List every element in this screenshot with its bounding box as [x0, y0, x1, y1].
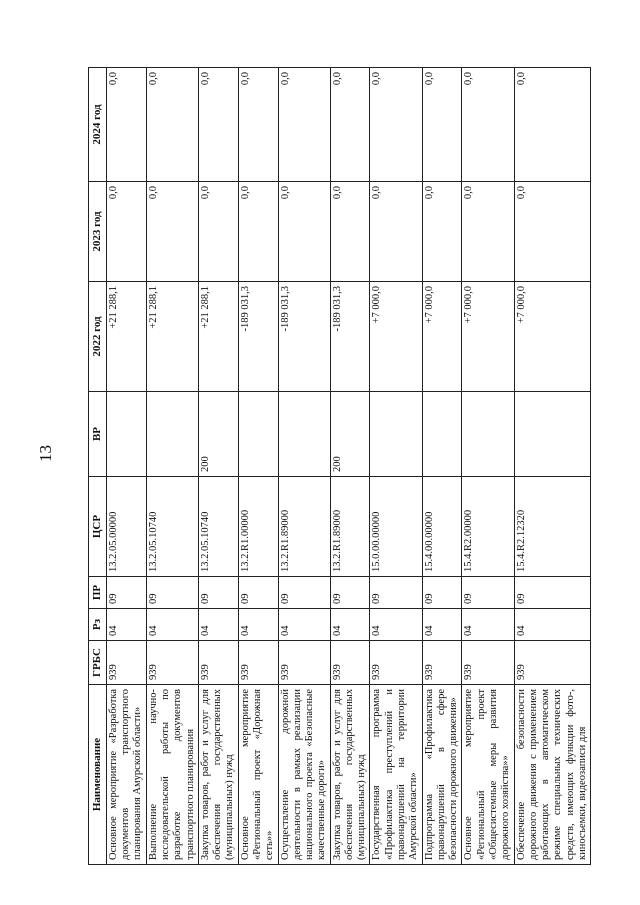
cell-csr: 13.2.05.10740: [146, 477, 198, 577]
table-row: [370, 68, 422, 865]
cell-csr: 15.4.R2.12320: [514, 477, 591, 577]
cell-2024: 0,0: [238, 68, 278, 182]
cell-pr: 09: [514, 577, 591, 609]
cell-pr: 09: [198, 577, 238, 609]
cell-grbs: 939: [370, 641, 422, 685]
cell-name: Закупка товаров, работ и услуг для обеспечения государственных (муниципальных) нужд: [330, 685, 370, 865]
cell-2023: 0,0: [146, 182, 198, 282]
cell-pr: 09: [330, 577, 370, 609]
cell-csr: 13.2.R1.89000: [278, 477, 330, 577]
cell-2022: +7 000,0: [370, 282, 422, 392]
cell-2023: 0,0: [198, 182, 238, 282]
table-row: [514, 68, 591, 865]
header-2022: 2022 год: [89, 282, 107, 392]
cell-csr: 13.2.05.00000: [106, 477, 146, 577]
cell-pr: 09: [278, 577, 330, 609]
cell-2024: 0,0: [146, 68, 198, 182]
cell-2023: 0,0: [278, 182, 330, 282]
header-name: Наименование: [89, 685, 107, 865]
cell-2023: 0,0: [330, 182, 370, 282]
cell-vr: 200: [198, 392, 238, 477]
cell-vr: 200: [330, 392, 370, 477]
cell-vr: [370, 392, 422, 477]
header-rz: Рз: [89, 609, 107, 641]
cell-csr: 15.4.R2.00000: [462, 477, 514, 577]
table-row: [238, 68, 278, 865]
cell-2024: 0,0: [278, 68, 330, 182]
cell-grbs: 939: [106, 641, 146, 685]
cell-name: Обеспечение безопасности дорожного движения с применением работающих в автоматическом режиме специальных технических средств, имеющих функции фото-, киносъемки, видеозаписи для: [514, 685, 591, 865]
cell-2022: -189 031,3: [330, 282, 370, 392]
cell-grbs: 939: [514, 641, 591, 685]
cell-2023: 0,0: [514, 182, 591, 282]
cell-2022: +7 000,0: [514, 282, 591, 392]
cell-name: Подпрограмма «Профилактика правонарушений в сфере безопасности дорожного движения»: [422, 685, 462, 865]
cell-name: Государственная программа «Профилактика преступлений и правонарушений на территории Амурской области»: [370, 685, 422, 865]
cell-name: Закупка товаров, работ и услуг для обеспечения государственных (муниципальных) нужд: [198, 685, 238, 865]
cell-2023: 0,0: [370, 182, 422, 282]
cell-rz: 04: [238, 609, 278, 641]
cell-grbs: 939: [198, 641, 238, 685]
cell-2024: 0,0: [198, 68, 238, 182]
cell-csr: 13.2.R1.00000: [238, 477, 278, 577]
table-row: [278, 68, 330, 865]
cell-2022: -189 031,3: [238, 282, 278, 392]
cell-2024: 0,0: [106, 68, 146, 182]
cell-grbs: 939: [238, 641, 278, 685]
cell-csr: 15.0.00.00000: [370, 477, 422, 577]
cell-rz: 04: [146, 609, 198, 641]
cell-2022: +21 288,1: [146, 282, 198, 392]
cell-pr: 09: [370, 577, 422, 609]
cell-vr: [462, 392, 514, 477]
cell-grbs: 939: [278, 641, 330, 685]
header-pr: ПР: [89, 577, 107, 609]
cell-rz: 04: [278, 609, 330, 641]
rotated-table-container: [88, 68, 588, 865]
table-row: [330, 68, 370, 865]
cell-2024: 0,0: [462, 68, 514, 182]
cell-2024: 0,0: [422, 68, 462, 182]
cell-2022: -189 031,3: [278, 282, 330, 392]
cell-2022: +7 000,0: [462, 282, 514, 392]
cell-name: Основное мероприятие «Региональный проект «Общесистемные меры развития дорожного хозяйства»»: [462, 685, 514, 865]
table-row: [462, 68, 514, 865]
cell-vr: [146, 392, 198, 477]
cell-pr: 09: [462, 577, 514, 609]
cell-rz: 04: [422, 609, 462, 641]
cell-pr: 09: [146, 577, 198, 609]
cell-grbs: 939: [462, 641, 514, 685]
header-2024: 2024 год: [89, 68, 107, 182]
cell-pr: 09: [422, 577, 462, 609]
budget-table: [88, 67, 591, 865]
cell-2023: 0,0: [106, 182, 146, 282]
cell-name: Основное мероприятие «Разработка документов транспортного планирования Амурской области»: [106, 685, 146, 865]
page-number: 13: [36, 445, 55, 462]
cell-rz: 04: [514, 609, 591, 641]
cell-name: Основное мероприятие «Региональный проект «Дорожная сеть»»: [238, 685, 278, 865]
cell-csr: 13.2.05.10740: [198, 477, 238, 577]
table-row: [422, 68, 462, 865]
cell-vr: [514, 392, 591, 477]
cell-grbs: 939: [330, 641, 370, 685]
cell-csr: 15.4.00.00000: [422, 477, 462, 577]
cell-pr: 09: [106, 577, 146, 609]
cell-2023: 0,0: [238, 182, 278, 282]
header-grbs: ГРБС: [89, 641, 107, 685]
cell-vr: [278, 392, 330, 477]
cell-rz: 04: [198, 609, 238, 641]
cell-rz: 04: [330, 609, 370, 641]
cell-2023: 0,0: [422, 182, 462, 282]
cell-vr: [106, 392, 146, 477]
cell-2023: 0,0: [462, 182, 514, 282]
cell-pr: 09: [238, 577, 278, 609]
table-rotator: [88, 68, 588, 865]
cell-2024: 0,0: [370, 68, 422, 182]
cell-name: Выполнение научно-исследовательской работы по разработке документов транспортного планирования: [146, 685, 198, 865]
cell-2024: 0,0: [330, 68, 370, 182]
table-header-row: [89, 68, 107, 865]
cell-grbs: 939: [422, 641, 462, 685]
cell-vr: [238, 392, 278, 477]
cell-rz: 04: [106, 609, 146, 641]
cell-2022: +7 000,0: [422, 282, 462, 392]
header-csr: ЦСР: [89, 477, 107, 577]
table-row: [198, 68, 238, 865]
cell-csr: 13.2.R1.89000: [330, 477, 370, 577]
table-row: [106, 68, 146, 865]
header-2023: 2023 год: [89, 182, 107, 282]
header-vr: ВР: [89, 392, 107, 477]
cell-vr: [422, 392, 462, 477]
cell-name: Осуществление дорожной деятельности в рамках реализации национального проекта «Безопасные качественные дороги»: [278, 685, 330, 865]
cell-rz: 04: [462, 609, 514, 641]
cell-rz: 04: [370, 609, 422, 641]
cell-2024: 0,0: [514, 68, 591, 182]
cell-2022: +21 288,1: [106, 282, 146, 392]
cell-2022: +21 288,1: [198, 282, 238, 392]
table-row: [146, 68, 198, 865]
cell-grbs: 939: [146, 641, 198, 685]
